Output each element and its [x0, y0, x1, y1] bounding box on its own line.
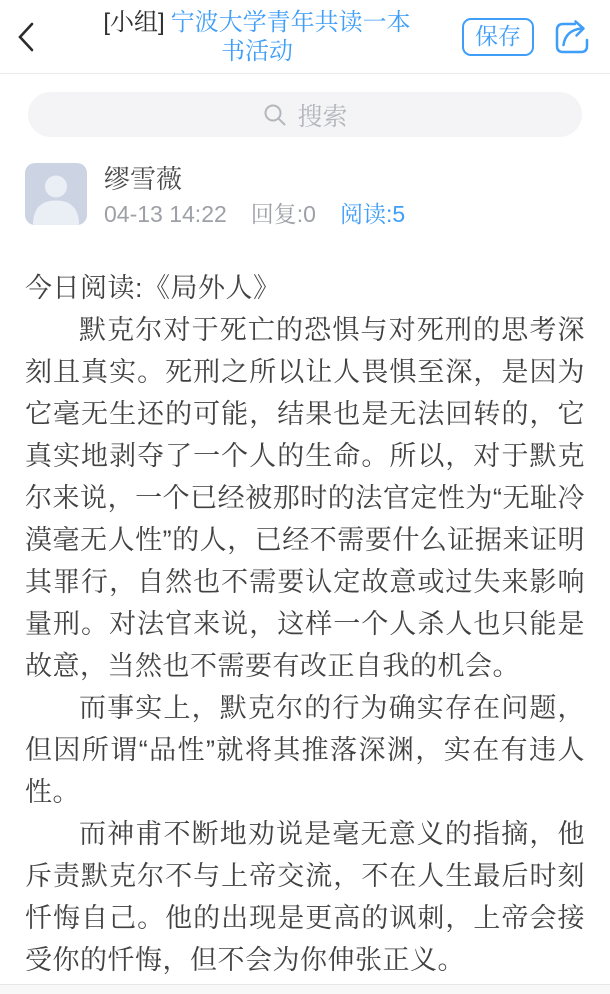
author-info	[104, 163, 405, 228]
save-button[interactable]: 保存	[462, 18, 534, 56]
nav-bar	[0, 0, 610, 74]
post-paragraph: 而神甫不断地劝说是毫无意义的指摘，他斥责默克尔不与上帝交流，不在人生最后时刻忏悔自己。他的出现是更高的讽刺，上帝会接受你的忏悔，但不会为你伸张正义。	[25, 819, 585, 975]
author-row	[25, 163, 585, 228]
search-input[interactable]	[28, 92, 582, 137]
title-prefix: [小组]	[103, 8, 165, 36]
search-icon	[262, 102, 288, 128]
page-title	[101, 8, 413, 66]
avatar[interactable]	[25, 163, 87, 225]
post-paragraph: 今日阅读:《局外人》	[25, 273, 281, 303]
post-paragraph: 而事实上，默克尔的行为确实存在问题，但因所谓“品性”就将其推落深渊，实在有违人性。	[25, 693, 585, 807]
group-title-link[interactable]: 宁波大学青年共读一本书活动	[170, 8, 411, 65]
post-meta	[104, 201, 405, 228]
chevron-left-icon	[16, 21, 38, 53]
post-body	[25, 267, 585, 981]
bottom-bar	[0, 984, 610, 994]
post-date: 04-13 14:22	[104, 201, 227, 227]
search-section	[0, 74, 610, 137]
search-placeholder: 搜索	[297, 102, 348, 131]
person-silhouette-icon	[25, 163, 87, 225]
author-name: 缪雪薇	[104, 164, 183, 194]
reply-count: 回复:0	[250, 201, 316, 227]
back-button[interactable]	[16, 21, 58, 53]
post-paragraph: 默克尔对于死亡的恐惧与对死刑的思考深刻且真实。死刑之所以让人畏惧至深，是因为它毫无生还的可能，结果也是无法回转的，它真实地剥夺了一个人的生命。所以，对于默克尔来说，一个已经被那时的法官定性为“无耻冷漠毫无人性”的人，已经不需要什么证据来证明其罪行，自然也不需要认定故意或过失来影响量刑。对法官来说，这样一个人杀人也只能是故意，当然也不需要有改正自我的机会。	[25, 315, 585, 681]
share-icon	[552, 18, 592, 56]
share-button[interactable]	[552, 18, 592, 56]
nav-actions	[462, 18, 592, 56]
read-count: 阅读:5	[339, 201, 406, 227]
